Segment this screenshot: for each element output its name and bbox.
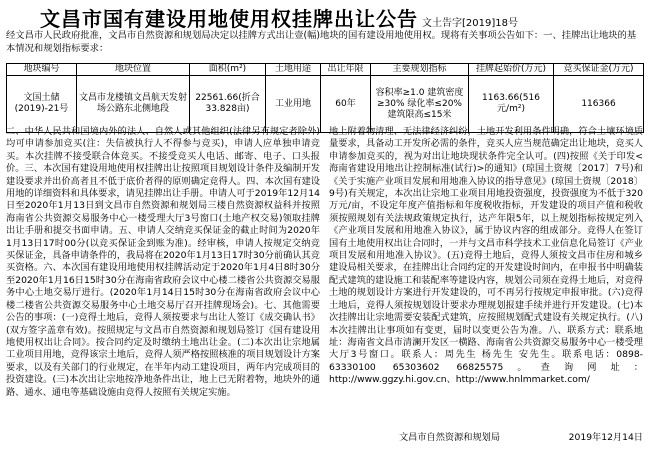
body-right-column: 地上附着物清理、无法律经济纠纷，土地开发利用条件明确，符合土壤环境质量要求，具备动工开发所必需的条件，竞买人应当规范确定出让地块，竞买人申请参加竞买的，视为对出让地块现状条件完全认可。(四)按照《关于印发<海南省建设用地出让控制标准(试行)>的通知》(琼国土资规〔2017〕7号)和《关于实施产业项目发展和用地准入协议的指导意见》(琼国土资规〔2018〕9号)有关规定，本次出让宗地工业项目用地投资强度，投资强度为不低于320万元/亩，不设定年度产值指标和年度税收指标，开发建设的项目产值和税收须按照规划有关法规政策规定执行，达产年限5年，以上规划指标按规定列入《产业项目发展和用地准入协议》，属于协议内容的组成部分。竞得人在签订国有土地使用权出让合同时，一并与文昌市科学技术工业信息化局签订《产业项目发展和用地准入协议》。(五)竞得土地后，竞得人须按文昌市住房和城乡建设局相关要求，在挂牌出让合同约定的开发建设时间内，在申报书中明确装配式建筑的建设施工和装配率等建设内容，规划公司须在竞得土地后，对竞得土地的规划设计方案进行开发建设的，可不再另行按规定申报审批。(六)竞得土地后，竞得人须按规划设计要求办理规划报建手续并进行开发建设。(七)本次挂牌出让宗地需要安装配式建筑，应按照规划配式建设有关规定执行。(八)本次挂牌出让事项如有变更，届时以变更公告为准。八、联系方式：联系地址：海南省文昌市清澜开发区一横路、海南省公共资源交易服务中心一楼受理大厅3号窗口。联系人：周先生 杨先生 安先生。联系电话：0898-63330100 65303602 66825575。查询网址：http://www.ggzy.hi.gov.cn、http://www.hnlmmarket.com/ bbox=[329, 126, 643, 386]
notice-number: 文土告字[2019]18号 bbox=[422, 18, 518, 29]
cell-location: 文昌市龙楼镇文昌航天发射场公路东北侧地段 bbox=[77, 76, 190, 133]
cell-term: 60年 bbox=[321, 76, 371, 133]
body-left-column: 二、中华人民共和国境内外的法人、自然人或其他组织(法律另有规定者除外)均可申请参加竞买(注：失信被执行人不得参与竞买)，申请人应单独申请竞买。本次挂牌不接受联合体竞买。不接受竞买人电话、邮寄、电子、口头报价。三、本次国有建设用地使用权挂牌出让按照项目规划设计条件及编制开发建设要求并出价高者且不低于底价者得的原则确定竞得人。四、本次国有建设用地的详细资料和具体要求，请见挂牌出让手册。申请人可于2019年12月14日至2020年1月13日到文昌市自然资源和规划局三楼自然资源权益科并按照海南省公共资源交易服务中心一楼受理大厅3号窗口(土地产权交易)领取挂牌出让手册和提交书面申请。五、申请人交纳竞买保证金的截止时间为2020年1月13日17时00分(以竞买保证金到账为准)。经审核，申请人按规定交纳竞买保证金，具备申请条件的，我局将在2020年1月13日17时30分前确认其竞买资格。六、本次国有建设用地使用权挂牌活动定于2020年1月4日8时30分至2020年1月16日15时30分在海南省政府会议中心楼二楼省公共资源交易服务中心土地交易厅进行。(2020年1月14日15时30分在海南省政府会议中心楼二楼省公共资源交易服务中心土地交易厅召开挂牌现场会)。七、其他需要公告的事项：(一)竞得土地后，竞得人须按要求与出让人签订《成交确认书》(双方签字盖章有效)。按照规定与文昌市自然资源和规划局签订《国有建设用地使用权出让合同》。按合同约定及时缴纳土地出让金。(二)本次出让宗地属工业项目用地，竞得该宗土地后，竞得人须严格按照核准的项目规划设计方案要求，以及有关部门的行业规定，在半年内动工建设项目，两年内完成项目的投资建设。(三)本次出让宗地按净地条件出让，地上已无附着物，地块外的通路、通水、通电等基础设施由竞得人按照有关规定实施。 bbox=[6, 126, 320, 398]
table-row bbox=[7, 76, 644, 133]
table-header-row bbox=[7, 64, 644, 76]
parcel-table bbox=[6, 63, 644, 133]
announcement-title bbox=[40, 3, 640, 32]
header-location: 地块位置 bbox=[77, 64, 190, 76]
body-columns bbox=[6, 126, 643, 446]
header-start-price: 挂牌起始价(万元) bbox=[469, 64, 554, 76]
cell-use: 工业用地 bbox=[266, 76, 321, 133]
intro-paragraph: 经文昌市人民政府批准，文昌市自然资源和规划局决定以挂牌方式出让壹(幅)地块的国有建设用地使用权。现将有关事项公告如下：一、挂牌出让地块的基本情况和规划指标要求： bbox=[6, 30, 637, 54]
header-plan: 主要规划指标 bbox=[371, 64, 469, 76]
title-text: 文昌市国有建设用地使用权挂牌出让公告 bbox=[40, 7, 418, 31]
header-code: 地块编号 bbox=[7, 64, 77, 76]
header-use: 土地用途 bbox=[266, 64, 321, 76]
cell-area: 22561.66(折合33.828亩) bbox=[190, 76, 266, 133]
cell-start-price: 1163.66(516元/m²) bbox=[469, 76, 554, 133]
cell-deposit: 116366 bbox=[554, 76, 644, 133]
cell-code: 文国土储(2019)-21号 bbox=[7, 76, 77, 133]
header-term: 出让年限 bbox=[321, 64, 371, 76]
cell-plan: 容积率≥1.0 建筑密度≥30% 绿化率≤20% 建筑限高≤15米 bbox=[371, 76, 469, 133]
header-deposit: 竞买保证金(万元) bbox=[554, 64, 644, 76]
signing-date: 2019年12月14日 bbox=[568, 432, 643, 443]
header-area: 面积(m²) bbox=[190, 64, 266, 76]
signing-authority: 文昌市自然资源和规划局 bbox=[399, 432, 501, 443]
